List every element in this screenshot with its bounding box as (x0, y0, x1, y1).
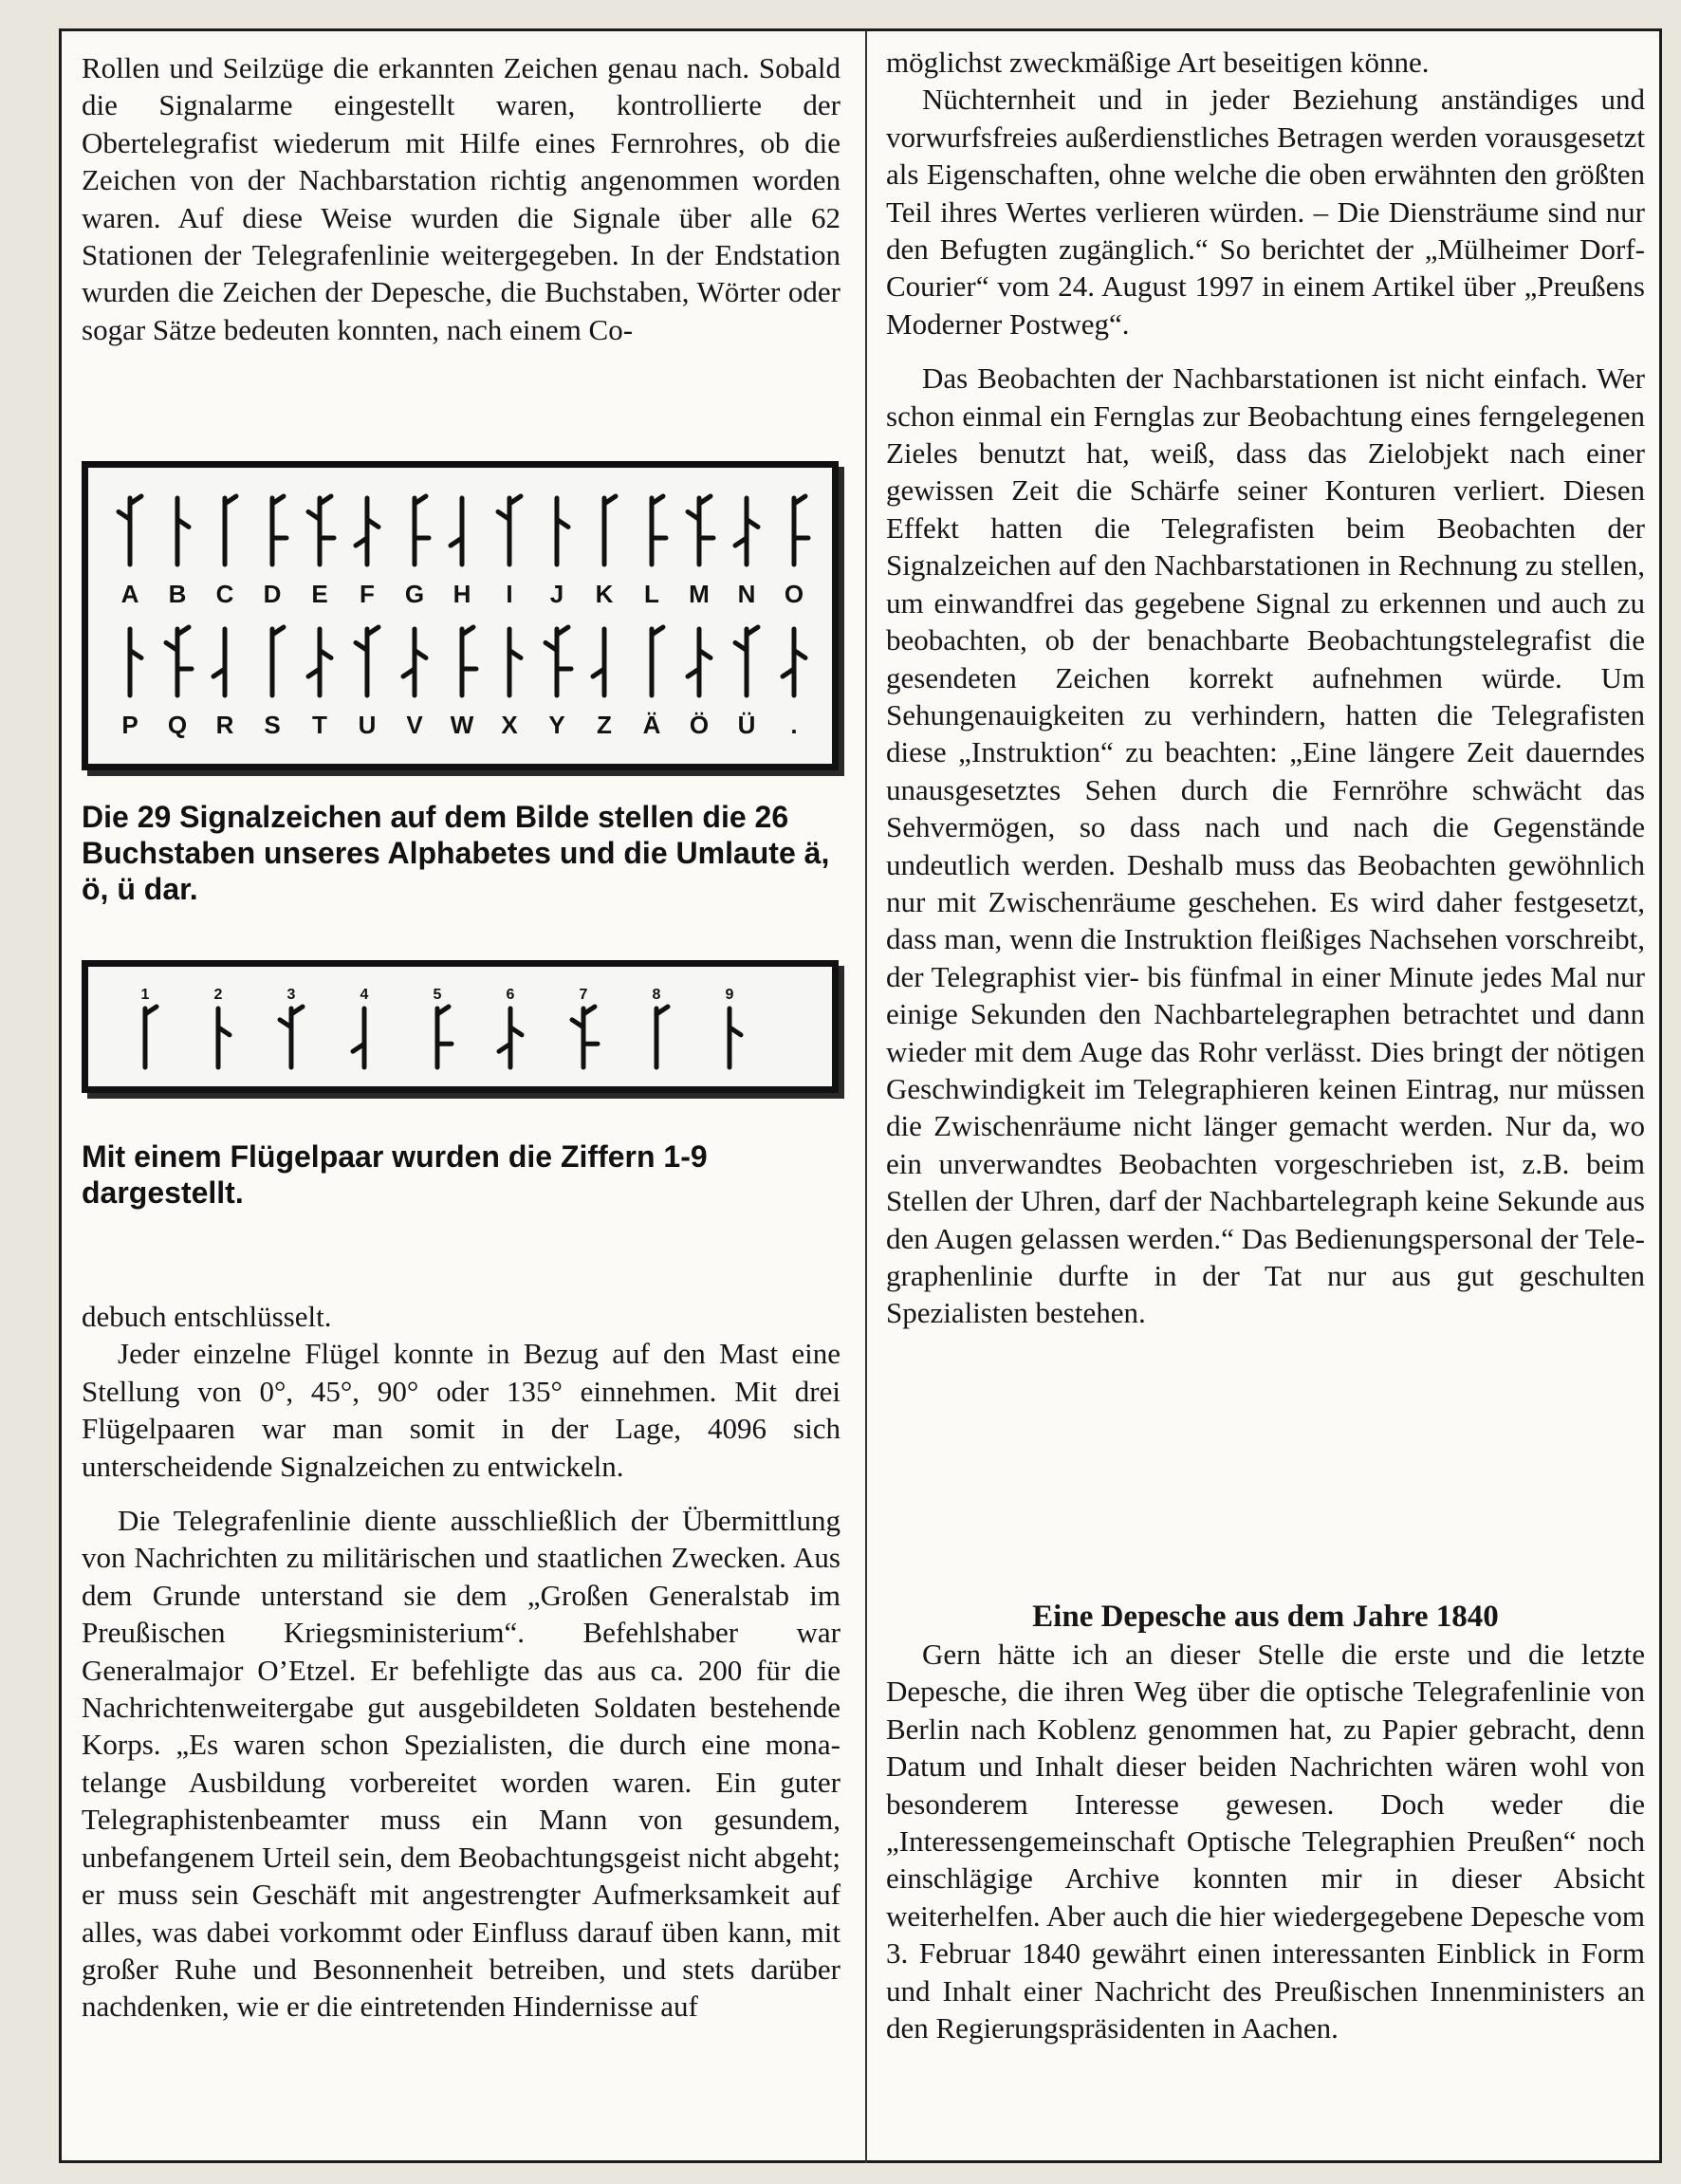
letter-label: L (644, 580, 659, 608)
digit-signal-glyph (280, 1007, 303, 1067)
left-column-lower (82, 1298, 840, 2026)
signal-glyph (545, 627, 571, 695)
signal-glyph (177, 498, 189, 565)
signal-glyph (415, 496, 429, 565)
letter-label: E (311, 580, 328, 608)
signal-glyph (794, 496, 808, 565)
digit-signal-glyph (145, 1007, 157, 1067)
letter-label: U (358, 711, 377, 739)
letter-label: J (549, 580, 564, 608)
signal-glyph (308, 629, 331, 695)
letter-label: A (120, 580, 139, 608)
digit-label: 8 (652, 987, 661, 1003)
digit-label: 1 (140, 987, 150, 1003)
signal-glyph (308, 496, 334, 565)
signal-glyph (498, 496, 521, 565)
letter-label: R (215, 711, 234, 739)
digit-signal-glyph (437, 1007, 452, 1067)
signal-glyph (166, 627, 192, 695)
digit-label: 4 (360, 987, 369, 1003)
signal-glyph (735, 627, 758, 695)
letter-label: P (121, 711, 139, 739)
paragraph-right-1: möglichst zweckmäßige Art beseitigen könne. (886, 46, 1430, 79)
signal-glyph (652, 627, 663, 695)
letter-label: I (506, 580, 513, 608)
signal-glyph (593, 629, 604, 695)
digit-signal-glyph (572, 1007, 598, 1067)
digit-label: 6 (506, 987, 515, 1003)
letter-label: G (404, 580, 425, 608)
digit-label: 5 (433, 987, 442, 1003)
signal-glyph (688, 629, 711, 695)
signal-glyph (272, 627, 284, 695)
paragraph-left-4: Die Telegrafenlinie diente ausschließlich der Übermittlung von Nachrichten zu militärischen und staatlichen Zwecken. Aus dem Grunde unterstand sie dem „Großen Generalstab im Preußischen Kriegsministerium“. Befehlshaber war Generalmajor O’Etzel. Er befehligte das aus ca. 200 für die Nachrichtenweitergabe gut ausgebildeten Soldaten bestehende Korps. „Es waren schon Spezialisten, die durch eine monatelange Ausbildung vorbereitet worden waren. Ein guter Telegraphistenbeamter muss ein Mann von gesundem, unbefangenem Urteil sein, dem Beobachtungsgeist nicht abgeht; er muss sein Geschäft mit angestrengter Aufmerksamkeit auf alles, was dabei vorkommt oder Einfluss darauf üben kann, mit großer Ruhe und Besonnenheit betreiben, und stets darüber nachdenken, wie er die eintretenden Hindernisse auf (82, 1504, 840, 2024)
digit-signal-glyph (656, 1007, 668, 1067)
signal-glyph (652, 496, 666, 565)
letter-label: Ä (642, 711, 661, 739)
signal-glyph (688, 496, 713, 565)
signal-glyph (356, 627, 379, 695)
left-column-upper (82, 49, 840, 348)
letter-label: S (264, 711, 281, 739)
signal-glyph (735, 498, 758, 565)
signal-glyph (462, 627, 476, 695)
alphabet-signal-svg (88, 468, 832, 764)
paragraph-left-2: debuch entschlüsselt. (82, 1300, 332, 1333)
alphabet-figure-caption: Die 29 Signalzeichen auf dem Bilde stellen die 26 Buchstaben unseres Alphabetes und die Umlaute ä, ö, ü dar. (82, 800, 830, 906)
letter-label: T (312, 711, 327, 739)
signal-glyph (604, 496, 616, 565)
right-column-upper (886, 44, 1645, 1332)
letter-label: X (501, 711, 518, 739)
paragraph-right-4: Gern hätte ich an dieser Stelle die erste und die letzte Depesche, die ihren Weg über die optische Telegrafenlinie von Berlin nach Koblenz genommen hat, zu Papier gebracht, denn Datum und Inhalt dieser beiden Nachrichten wären wohl von besonderem Interesse gewesen. Doch weder die „Interessengemeinschaft Optische Telegraphien Preußen“ noch einschlägige Archive konnten mir in dieser Absicht weiterhelfen. Aber auch die hier wiedergegebene Depesche vom 3. Februar 1840 gewährt einen interessanten Einblick in Form und Inhalt einer Nachricht des Preußischen Innenministers an den Regierungspräsidenten in Aachen. (886, 1638, 1645, 2045)
letter-label: Ü (737, 711, 756, 739)
alphabet-signal-figure (82, 461, 839, 770)
digit-signal-glyph (353, 1009, 364, 1067)
letter-label: Ö (689, 711, 710, 739)
digits-signal-svg (88, 967, 832, 1086)
letter-label: D (263, 580, 282, 608)
signal-glyph (130, 629, 141, 695)
letter-label: W (450, 711, 474, 739)
signal-glyph (356, 498, 379, 565)
letter-label: M (689, 580, 710, 608)
digits-figure-caption: Mit einem Flügelpaar wurden die Ziffern 1-9 dargestellt. (82, 1139, 708, 1210)
right-column-lower (886, 1598, 1645, 2046)
digit-signal-glyph (499, 1009, 522, 1067)
digit-signal-glyph (218, 1009, 230, 1067)
letter-label: N (737, 580, 756, 608)
letter-label: O (784, 580, 804, 608)
paragraph-right-3: Das Beobachten der Nachbarstationen ist nicht einfach. Wer schon einmal ein Fernglas zur Beobachtung eines ferngelegenen Zieles benutzt hat, weiß, dass das Zielobjekt nach einer gewissen Zeit die Schärfe seiner Konturen verliert. Diesen Effekt hatten die Telegrafisten beim Beobachten der Signalzeichen auf den Nachbarstationen in Rechnung zu stellen, um einwandfrei das gegebene Signal zu erkennen und auch zu beobachten, ob der benachbarte Beobachtungstelegrafist die gesendeten Zeichen korrekt aufnehmen würde. Um Sehungenauigkeiten zu verhindern, hatten die Telegrafisten diese „Instruktion“ zu beachten: „Eine längere Zeit dauerndes unausgesetztes Sehen durch die Fernröhre schwächt das Sehvermögen, so dass nach und nach die Gegenstände undeutlich werden. Deshalb muss das Beobachten gewöhnlich nur mit Zwischenräume geschehen. Es wird daher festgesetzt, dass man, wenn die Instruktion fleißiges Nachsehen vorschreibt, der Telegraphist vier- bis fünfmal in einer Minute jedes Mal nur einige Sekunden den Nachbartelegraphen betrachtet und dann wieder mit dem Auge das Rohr verlässt. Dies bringt der nötigen Geschwindigkeit im Telegraphieren keinen Eintrag, nur müssen die Zwischenräume nicht länger gemacht werden. Nur da, wo ein unverwandtes Beobachten vorgeschrieben ist, z.B. beim Stellen der Uhren, darf der Nachbartelegraph keine Sekunde aus den Augen gelassen werden.“ Das Bedienungspersonal der Telegraphenlinie durfte in der Tat nur aus gut geschulten Spezialisten bestehen. (886, 361, 1645, 1330)
digit-label: 3 (286, 987, 296, 1003)
digit-label: 7 (579, 987, 588, 1003)
letter-label: Y (548, 711, 565, 739)
signal-glyph (403, 629, 426, 695)
letter-label: V (406, 711, 423, 739)
letter-label: K (595, 580, 614, 608)
digit-label: 9 (725, 987, 734, 1003)
section-heading: Eine Depesche aus dem Jahre 1840 (1032, 1600, 1499, 1634)
signal-glyph (783, 629, 805, 695)
signal-glyph (272, 496, 286, 565)
digit-signal-glyph (730, 1009, 741, 1067)
signal-glyph (213, 629, 225, 695)
letter-label: C (215, 580, 234, 608)
letter-label: Q (167, 711, 188, 739)
signal-glyph (557, 498, 568, 565)
paragraph-right-2: Nüchternheit und in jeder Beziehung anständiges und vorwurfsfreies außerdienstliches Betragen werden vorausgesetzt als Eigenschaften, ohne welche die oben erwähnten den größten Teil ihres Wertes verlieren würden. – Die Diensträume sind nur den Befugten zugänglich.“ So berichtet der „Mülheimer Dorf-Courier“ vom 24. August 1997 in einem Artikel über „Preußens Moderner Postweg“. (886, 83, 1645, 341)
paragraph-left-3: Jeder einzelne Flügel konnte in Bezug auf den Mast eine Stellung von 0°, 45°, 90° oder 135° einnehmen. Mit drei Flügelpaaren war man somit in der Lage, 4096 sich unterscheidende Signalzeichen zu entwickeln. (82, 1337, 840, 1483)
signal-glyph (509, 629, 521, 695)
letter-label: B (168, 580, 187, 608)
letter-label: Z (597, 711, 612, 739)
signal-glyph (225, 496, 236, 565)
letter-label: . (790, 711, 798, 739)
column-divider (865, 30, 867, 2163)
letter-label: F (360, 580, 375, 608)
letter-label: H (453, 580, 471, 608)
signal-glyph (119, 496, 141, 565)
digit-label: 2 (213, 987, 223, 1003)
digits-signal-figure (82, 960, 839, 1093)
paragraph-left-1: Rollen und Seilzüge die erkannten Zeichen genau nach. Sobald die Signalarme eingestellt waren, kontrollierte der Obertelegrafist wiederum mit Hilfe eines Fernrohres, ob die Zeichen von der Nachbarstation richtig angenommen worden waren. Auf diese Weise wurden die Signale über alle 62 Stationen der Telegrafenlinie weitergegeben. In der Endstation wurden die Zeichen der Depesche, die Buchstaben, Wörter oder sogar Sätze bedeuten konnten, nach einem Co- (82, 51, 840, 346)
signal-glyph (451, 498, 462, 565)
